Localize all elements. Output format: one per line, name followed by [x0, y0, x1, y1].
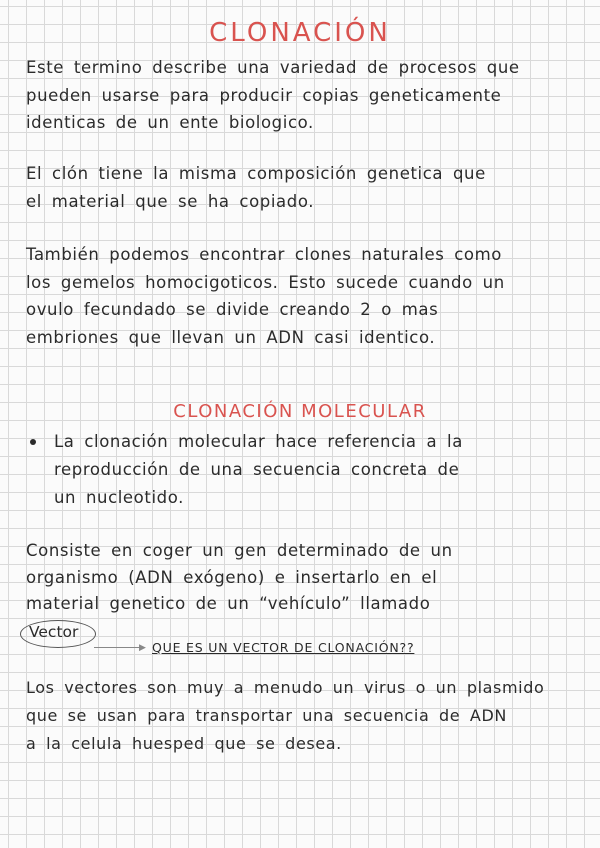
- text-line: embriones que llevan un ADN casi identico.: [26, 327, 436, 347]
- page-title: CLONACIÓN: [209, 18, 391, 48]
- bullet-point: [30, 428, 582, 512]
- text-line: Consiste en coger un gen determinado de un: [26, 541, 453, 560]
- text-line: los gemelos homocigoticos. Esto sucede cuando un: [26, 272, 505, 292]
- text-line: Este termino describe una variedad de procesos que: [26, 58, 520, 77]
- arrow-line: [94, 647, 144, 648]
- natural-clones-paragraph: [26, 241, 578, 351]
- bullet-icon: [30, 439, 36, 445]
- text-line: a la celula huesped que se desea.: [26, 734, 342, 753]
- definition-paragraph: [26, 54, 578, 137]
- section-heading: CLONACIÓN MOLECULAR: [173, 401, 427, 422]
- text-line: que se usan para transportar una secuencia de ADN: [26, 706, 507, 725]
- text-line: ovulo fecundado se divide creando 2 o mas: [26, 300, 439, 319]
- text-line: También podemos encontrar clones naturales como: [26, 245, 502, 264]
- text-line: pueden usarse para producir copias geneticamente: [26, 85, 502, 105]
- text-line: Los vectores son muy a menudo un virus o un plasmido: [26, 678, 545, 697]
- text-line: material genetico de un “vehículo” llamado: [26, 594, 431, 613]
- text-line: identicas de un ente biologico.: [26, 113, 314, 132]
- text-line: La clonación molecular hace referencia a la: [54, 432, 463, 451]
- text-line: reproducción de una secuencia concreta de: [54, 460, 460, 479]
- arrow-right-icon: ▶: [139, 643, 146, 653]
- clone-paragraph: [26, 160, 578, 215]
- text-line: El clón tiene la misma composición genetica que: [26, 164, 486, 183]
- vectors-paragraph: [26, 674, 578, 758]
- text-line: el material que se ha copiado.: [26, 191, 315, 211]
- text-line: un nucleotido.: [54, 488, 184, 507]
- procedure-paragraph: [26, 538, 578, 618]
- vector-word: Vector: [29, 623, 79, 641]
- vector-question: QUE ES UN VECTOR DE CLONACIÓN??: [152, 640, 415, 655]
- text-line: organismo (ADN exógeno) e insertarlo en el: [26, 567, 438, 587]
